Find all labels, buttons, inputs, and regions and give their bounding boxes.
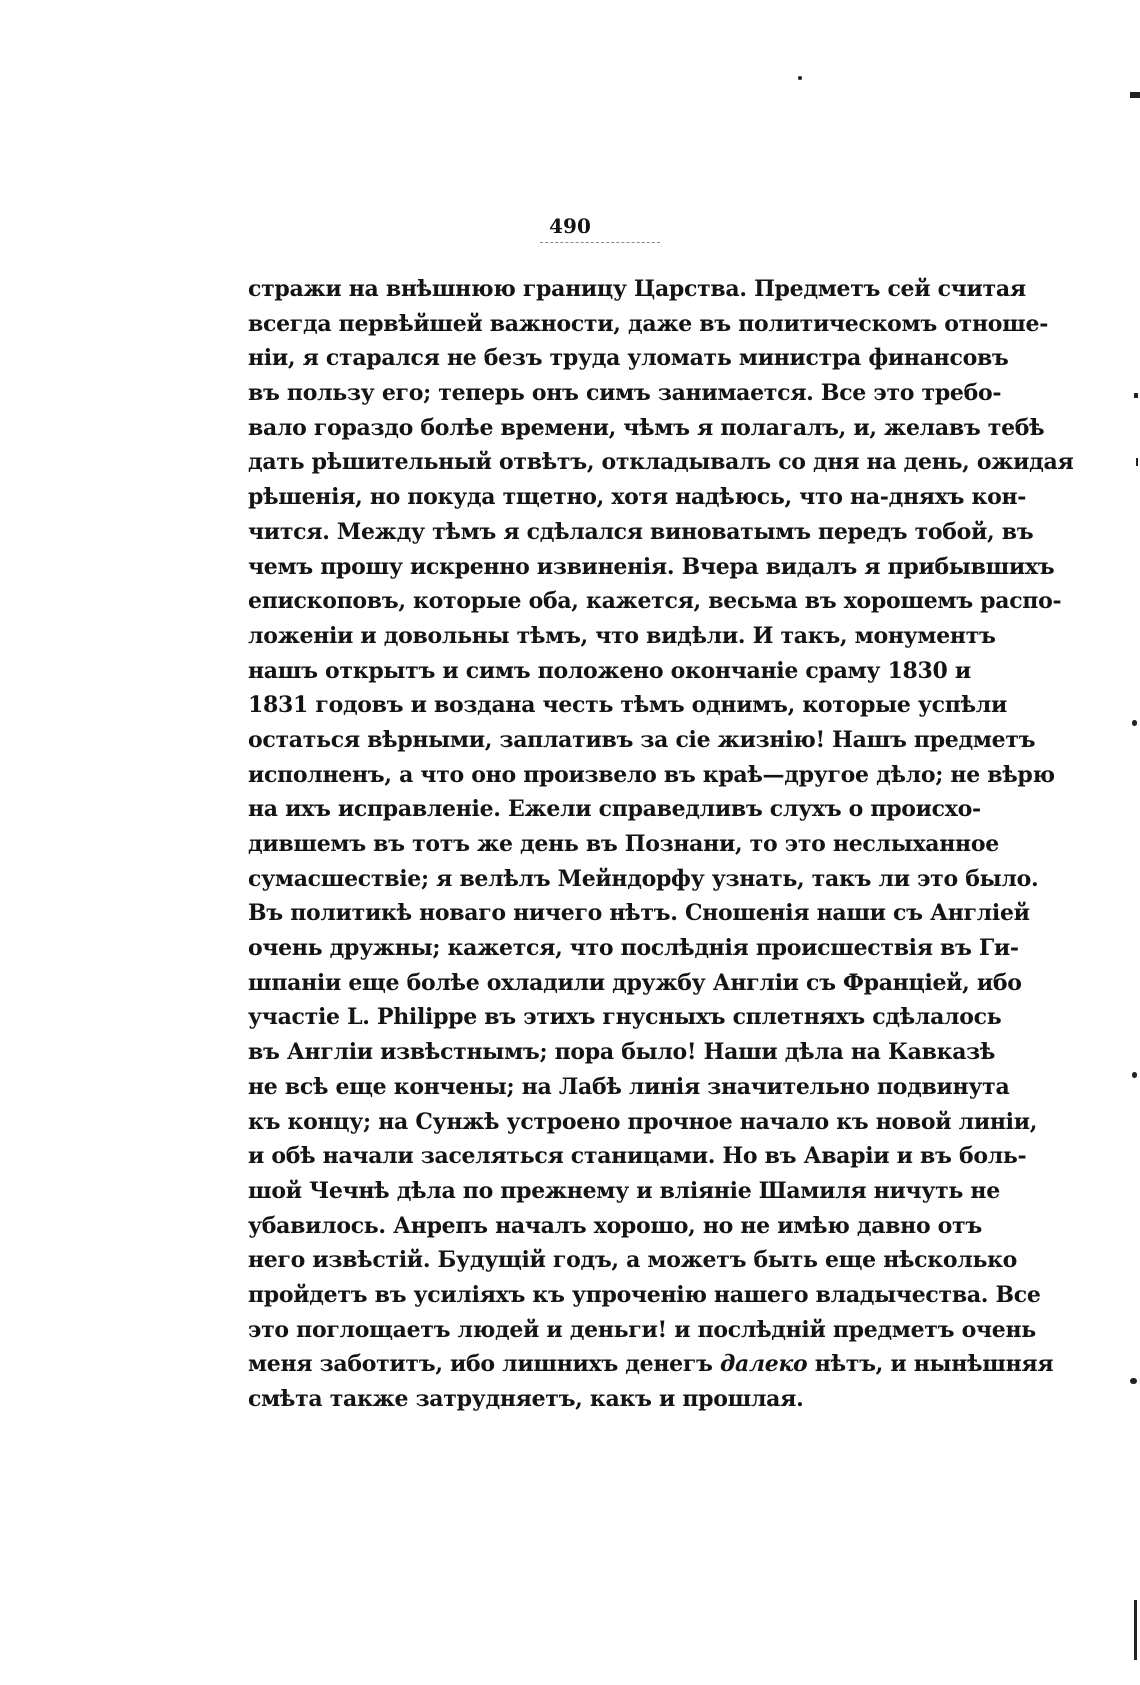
scan-edge-mark bbox=[1132, 720, 1137, 726]
line-part-after: нѣтъ, и нынѣшняя bbox=[807, 1351, 1054, 1378]
text-line: Въ политикѣ новаго ничего нѣтъ. Сношенія наши съ Англіей bbox=[248, 900, 1030, 927]
text-line: 1831 годовъ и воздана честь тѣмъ однимъ, которые успѣли bbox=[248, 692, 1007, 719]
text-line: это поглощаетъ людей и деньги! и послѣдній предметъ очень bbox=[248, 1316, 1036, 1343]
text-line: къ концу; на Сунжѣ устроено прочное начало къ новой линіи, bbox=[248, 1108, 1038, 1135]
scan-edge-mark bbox=[1134, 1600, 1137, 1660]
text-line-with-emphasis bbox=[248, 1347, 1054, 1382]
text-line: нашъ открытъ и симъ положено окончаніе сраму 1830 и bbox=[248, 657, 971, 684]
text-line: участіе L. Philippe въ этихъ гнусныхъ сплетняхъ сдѣлалось bbox=[248, 1004, 1002, 1031]
text-line: шой Чечнѣ дѣла по прежнему и вліяніе Шамиля ничуть не bbox=[248, 1177, 1000, 1204]
page-number: 490 bbox=[549, 214, 591, 238]
text-line: вало гораздо болѣе времени, чѣмъ я полагалъ, и, желавъ тебѣ bbox=[248, 414, 1045, 441]
text-line: епископовъ, которые оба, кажется, весьма въ хорошемъ распо- bbox=[248, 588, 1062, 615]
emphasized-word: далеко bbox=[720, 1351, 808, 1378]
body-text bbox=[248, 272, 1074, 1417]
text-line: шпаніи еще болѣе охладили дружбу Англіи съ Франціей, ибо bbox=[248, 969, 1022, 996]
text-line-last: смѣта также затрудняетъ, какъ и прошлая. bbox=[248, 1386, 804, 1412]
scan-edge-mark bbox=[1134, 393, 1138, 398]
text-line: пройдетъ въ усиліяхъ къ упроченію нашего владычества. Все bbox=[248, 1281, 1041, 1308]
scan-edge-mark bbox=[1132, 1072, 1137, 1078]
text-line: остаться вѣрными, заплативъ за сіе жизнію! Нашъ предметъ bbox=[248, 726, 1036, 753]
text-line: въ Англіи извѣстнымъ; пора было! Наши дѣла на Кавказѣ bbox=[248, 1039, 996, 1066]
text-line: дившемъ въ тотъ же день въ Познани, то это неслыханное bbox=[248, 831, 999, 857]
scan-edge-mark bbox=[1130, 1378, 1137, 1384]
text-line: убавилось. Анрепъ началъ хорошо, но не имѣю давно отъ bbox=[248, 1212, 982, 1239]
text-line: чемъ прошу искренно извиненія. Вчера видалъ я прибывшихъ bbox=[248, 553, 1055, 580]
text-line: него извѣстій. Будущій годъ, а можетъ быть еще нѣсколько bbox=[248, 1247, 1018, 1274]
text-line: сумасшествіе; я велѣлъ Мейндорфу узнать, такъ ли это было. bbox=[248, 865, 1039, 892]
text-line: очень дружны; кажется, что послѣднія происшествія въ Ги- bbox=[248, 935, 1019, 962]
scan-edge-mark bbox=[1136, 458, 1138, 466]
scan-edge-mark bbox=[1130, 92, 1140, 98]
text-line: чится. Между тѣмъ я сдѣлался виноватымъ передъ тобой, въ bbox=[248, 518, 1034, 545]
text-line: въ пользу его; теперь онъ симъ занимается. Все это требо- bbox=[248, 380, 1002, 407]
text-line: всегда первѣйшей важности, даже въ политическомъ отноше- bbox=[248, 310, 1049, 337]
scan-speck bbox=[798, 76, 802, 80]
text-line: рѣшенія, но покуда тщетно, хотя надѣюсь, что на-дняхъ кон- bbox=[248, 484, 1027, 511]
text-line: дать рѣшительный отвѣтъ, откладывалъ со дня на день, ожидая bbox=[248, 449, 1074, 476]
text-line: исполненъ, а что оно произвело въ краѣ—другое дѣло; не вѣрю bbox=[248, 761, 1055, 788]
text-line: стражи на внѣшнюю границу Царства. Предметъ сей считая bbox=[248, 276, 1026, 302]
text-line: ложеніи и довольны тѣмъ, что видѣли. И такъ, монументъ bbox=[248, 622, 996, 649]
line-part-before: меня заботитъ, ибо лишнихъ денегъ bbox=[248, 1351, 720, 1378]
text-line: и обѣ начали заселяться станицами. Но въ Аваріи и въ боль- bbox=[248, 1143, 1027, 1170]
text-line: не всѣ еще кончены; на Лабѣ линія значительно подвинута bbox=[248, 1073, 1010, 1100]
page-number-rule bbox=[540, 242, 660, 246]
text-line: ніи, я старался не безъ труда уломать министра финансовъ bbox=[248, 345, 1009, 372]
text-line: на ихъ исправленіе. Ежели справедливъ слухъ о происхо- bbox=[248, 796, 981, 823]
